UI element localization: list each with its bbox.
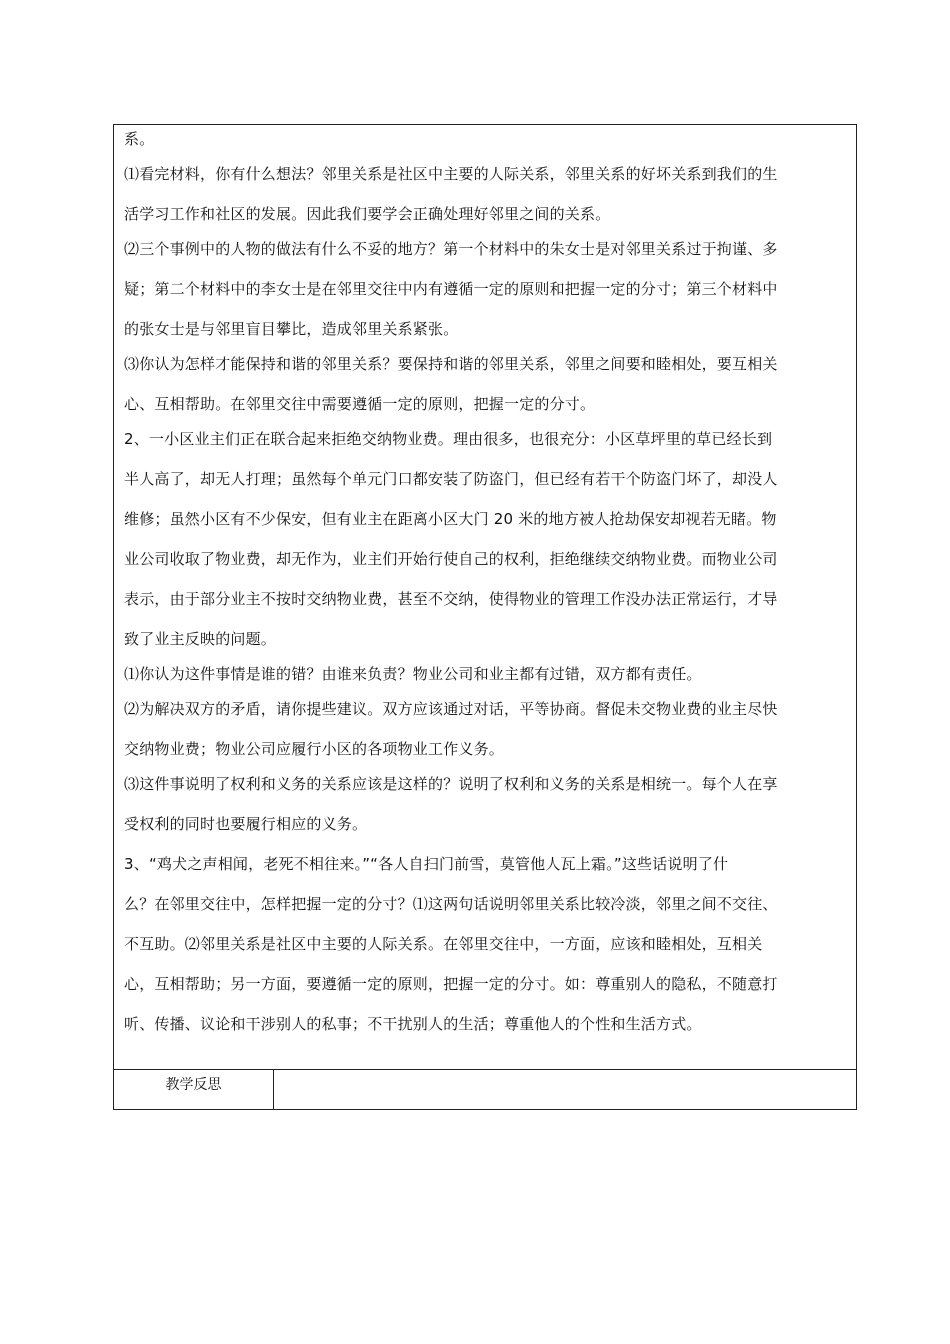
- text-line: 2、一小区业主们正在联合起来拒绝交纳物业费。理由很多，也很充分：小区草坪里的草已经长到: [124, 430, 773, 448]
- document-table: [113, 124, 857, 1110]
- text-line: ⑴你认为这件事情是谁的错？由谁来负责？物业公司和业主都有过错，双方都有责任。: [124, 665, 702, 683]
- text-line: ⑶这件事说明了权利和义务的关系应该是这样的？说明了权利和义务的关系是相统一。每个人在享: [124, 775, 778, 793]
- text-line: 表示，由于部分业主不按时交纳物业费，甚至不交纳，使得物业的管理工作没办法正常运行，才导: [124, 590, 778, 608]
- text-line: 受权利的同时也要履行相应的义务。: [124, 815, 368, 833]
- text-line: 半人高了，却无人打理；虽然每个单元门口都安装了防盗门，但已经有若干个防盗门坏了，却没人: [124, 470, 778, 488]
- content-cell: [114, 125, 856, 1069]
- text-line: 系。: [124, 130, 155, 148]
- text-line: ⑶你认为怎样才能保持和谐的邻里关系？要保持和谐的邻里关系，邻里之间要和睦相处，要互相关: [124, 355, 778, 373]
- text-line: ⑵为解决双方的矛盾，请你提些建议。双方应该通过对话，平等协商。督促未交物业费的业主尽快: [124, 700, 778, 718]
- text-line: 心，互相帮助；另一方面，要遵循一定的原则，把握一定的分寸。如：尊重别人的隐私，不随意打: [124, 975, 778, 993]
- text-line: 听、传播、议论和干涉别人的私事；不干扰别人的生活；尊重他人的个性和生活方式。: [124, 1015, 702, 1033]
- text-line: 致了业主反映的问题。: [124, 630, 277, 648]
- text-line: 3、“鸡犬之声相闻，老死不相往来。”“各人自扫门前雪，莫管他人瓦上霜。”这些话说明了什: [124, 855, 729, 873]
- text-line: 心、互相帮助。在邻里交往中需要遵循一定的原则，把握一定的分寸。: [124, 395, 596, 413]
- text-line: 业公司收取了物业费，却无作为，业主们开始行使自己的权利，拒绝继续交纳物业费。而物业公司: [124, 550, 778, 568]
- text-line: 疑；第二个材料中的李女士是在邻里交往中内有遵循一定的原则和把握一定的分寸；第三个材料中: [124, 280, 778, 298]
- reflection-content: [274, 1070, 856, 1109]
- reflection-row: [114, 1069, 856, 1109]
- text-line: ⑴看完材料，你有什么想法？邻里关系是社区中主要的人际关系，邻里关系的好坏关系到我们的生: [124, 165, 778, 183]
- text-line: 维修；虽然小区有不少保安，但有业主在距离小区大门 20 米的地方被人抢劫保安却视若无睹。物: [124, 510, 777, 528]
- text-line: ⑵三个事例中的人物的做法有什么不妥的地方？第一个材料中的朱女士是对邻里关系过于拘谨、多: [124, 240, 778, 258]
- reflection-label: 教学反思: [114, 1070, 274, 1109]
- text-line: 的张女士是与邻里盲目攀比，造成邻里关系紧张。: [124, 320, 459, 338]
- text-line: 活学习工作和社区的发展。因此我们要学会正确处理好邻里之间的关系。: [124, 205, 611, 223]
- text-line: 么？在邻里交往中，怎样把握一定的分寸？⑴这两句话说明邻里关系比较冷淡，邻里之间不交往、: [124, 895, 778, 913]
- text-line: 不互助。⑵邻里关系是社区中主要的人际关系。在邻里交往中，一方面，应该和睦相处，互相关: [124, 935, 763, 953]
- text-line: 交纳物业费；物业公司应履行小区的各项物业工作义务。: [124, 740, 505, 758]
